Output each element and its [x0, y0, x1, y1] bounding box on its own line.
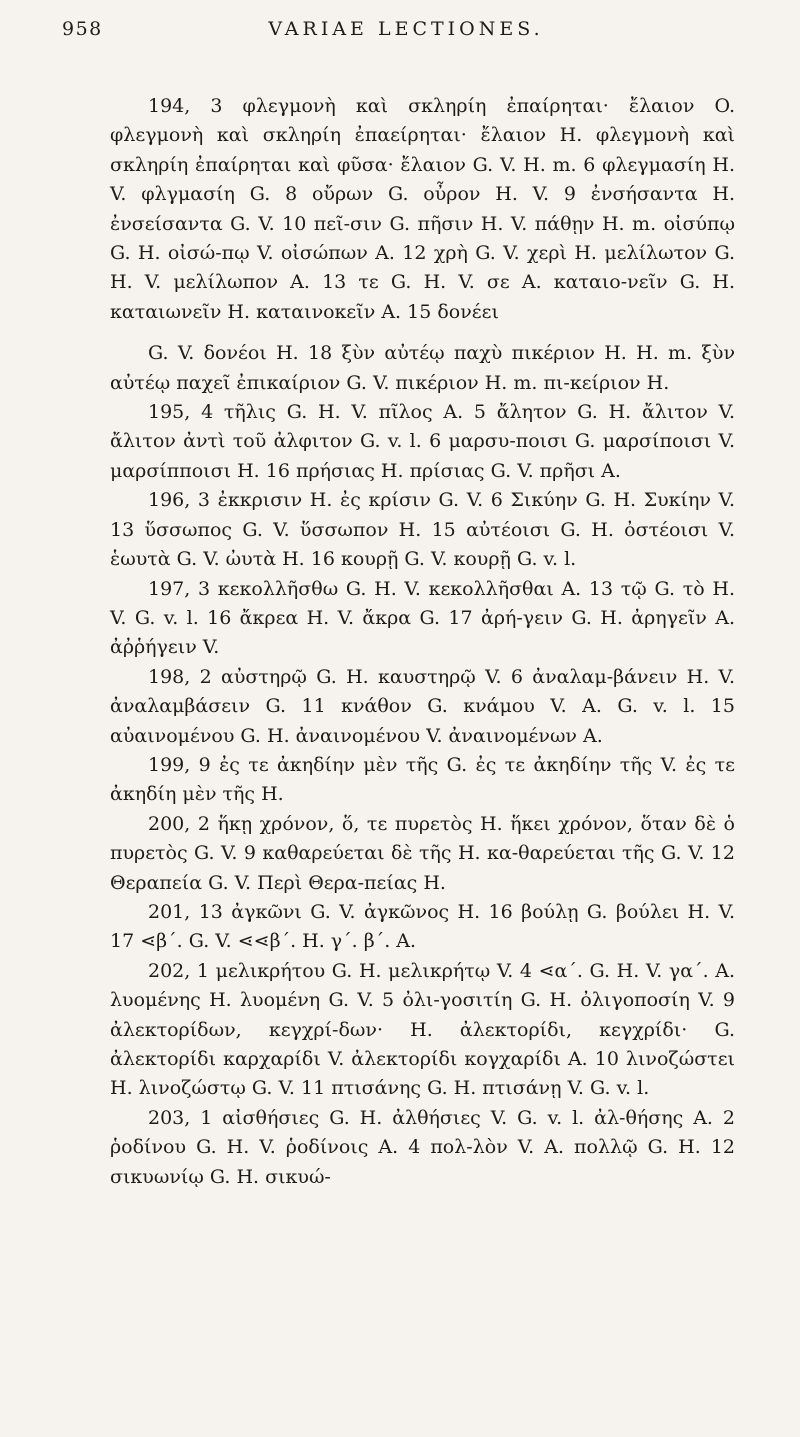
running-head	[62, 18, 690, 48]
entry-197: 197, 3 κεκολλῆσθω G. H. V. κεκολλῆσθαι A. 13 τῷ G. τὸ H. V. G. v. l. 16 ἄκρεα H. V. ἄκρα G. 17 ἀρή-γειν G. H. ἀρηγεῖν A. ἀῤῥήγειν V.	[110, 577, 735, 659]
entry-196: 196, 3 ἐκκρισιν H. ἐς κρίσιν G. V. 6 Σικύην G. H. Συκίην V. 13 ὕσσωπος G. V. ὕσσωπον H. 15 αὐτέοισι G. H. ὀστέοισι V. ἑωυτὰ G. V. ὠυτὰ H. 16 κουρῇ G. V. κουρῇ G. v. l.	[110, 489, 735, 571]
page-number: 958	[62, 18, 103, 40]
entry-198: 198, 2 αὐστηρῷ G. H. καυστηρῷ V. 6 ἀναλαμ-βάνειν H. V. ἀναλαμβάσειν G. 11 κνάθον G. κνάμου V. A. G. v. l. 15 αὐαινομένου G. H. ἀναινομένου V. ἀναινομένων A.	[110, 665, 735, 747]
entry-195: 195, 4 τῆλις G. H. V. πῖλος A. 5 ἄλητον G. H. ἄλιτον V. ἄλιτον ἀντὶ τοῦ ἀλφιτον G. v. l. 6 μαρσυ-ποισι G. μαρσίποισι V. μαρσίπποισι H. 16 πρήσιας H. πρίσιας G. V. πρῆσι A.	[110, 401, 735, 482]
entry-202: 202, 1 μελικρήτου G. H. μελικρήτῳ V. 4 ⋖α΄. G. H. V. γα΄. A. λυομένης H. λυομένη G. V. 5 ὀλι-γοσιτίη G. H. ὀλιγοποσίη V. 9 ἀλεκτορίδων, κεγχρί-δων· H. ἀλεκτορίδι, κεγχρίδι· G. ἀλεκτορίδι καρχαρίδι V. ἀλεκτορίδι κογχαρίδι A. 10 λινοζώστει H. λινοζώστῳ G. V. 11 πτισάνης G. H. πτισάνῃ V. G. v. l.	[110, 959, 735, 1100]
entry-194: 194, 3 φλεγμονὴ καὶ σκληρίη ἐπαίρηται· ἔλαιον O. φλεγμονὴ καὶ σκληρίη ἐπαείρηται· ἔλαιον H. φλεγμονὴ καὶ σκληρίη ἐπαίρηται καὶ φῦσα· ἔλαιον G. V. H. m. 6 φλεγμασίη H. V. φλγμασίη G. 8 οὔρων G. οὖρον H. V. 9 ἐνσήσαντα H. ἐνσείσαντα G. V. 10 πεῖ-σιν G. πῆσιν H. V. πάθῃν H. m. οἰσύπῳ G. H. οἰσώ-πῳ V. οἰσώπων A. 12 χρὴ G. V. χερὶ H. μελίλωτον G. H. V. μελίλωπον A. 13 τε G. H. V. σε A. καταιο-νεῖν G. H. καταιωνεῖν H. καταινοκεῖν A. 15 δονέει	[110, 95, 735, 323]
running-title: VARIAE LECTIONES.	[268, 18, 544, 40]
entry-201: 201, 13 ἀγκῶνι G. V. ἀγκῶνος H. 16 βούλῃ G. βούλει H. V. 17 ⋖β΄. G. V. ⋖⋖β΄. H. γ΄. β΄. A.	[110, 900, 735, 953]
entry-194-continued: G. V. δονέοι H. 18 ξὺν αὐτέῳ παχὺ πικέριον H. H. m. ξὺν αὐτέῳ παχεῖ ἐπικαίριον G. V. πικέριον H. m. πι-κείριον H.	[110, 342, 735, 394]
entry-199: 199, 9 ἐς τε ἀκηδίην μὲν τῆς G. ἐς τε ἀκηδίην τῆς V. ἐς τε ἀκηδίη μὲν τῆς H.	[110, 753, 735, 806]
entry-200: 200, 2 ἥκῃ χρόνον, ὅ, τε πυρετὸς H. ἥκει χρόνον, ὅταν δὲ ὁ πυρετὸς G. V. 9 καθαρεύεται δὲ τῆς H. κα-θαρεύεται τῆς G. V. 12 Θεραπεία G. V. Περὶ Θερα-πείας H.	[110, 812, 735, 894]
entry-203: 203, 1 αἰσθήσιες G. H. ἀλθήσιες V. G. v. l. ἀλ-θήσης A. 2 ῥοδίνου G. H. V. ῥοδίνοις A. 4 πολ-λὸν V. A. πολλῷ G. H. 12 σικυωνίῳ G. H. σικυώ-	[110, 1106, 735, 1188]
variant-readings	[110, 92, 735, 1192]
